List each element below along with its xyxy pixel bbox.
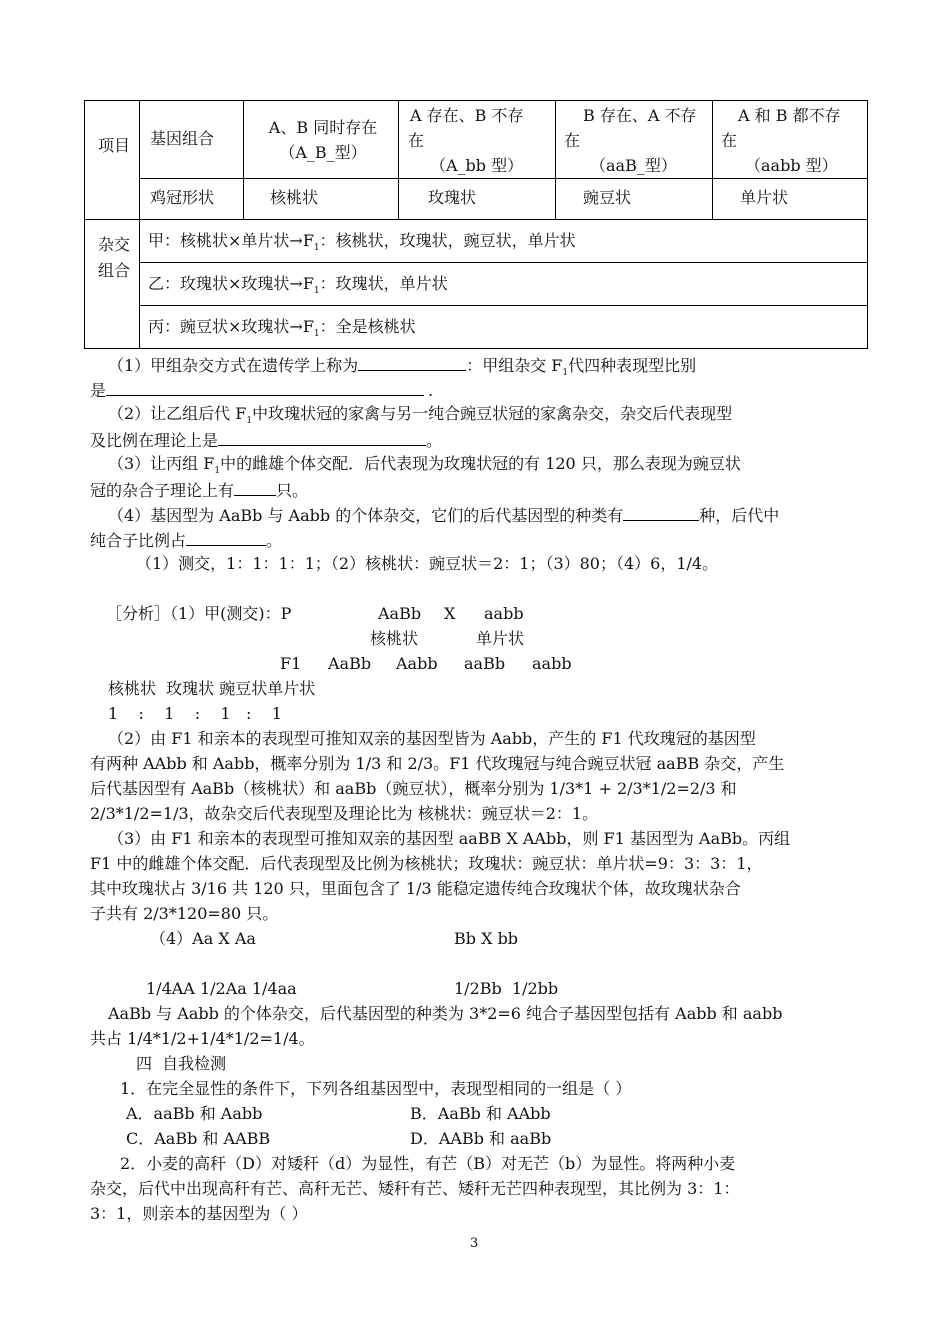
comb-shape-label: 鸡冠形状 <box>150 188 215 207</box>
shape-rose: 玫瑰状 <box>428 188 477 207</box>
analysis-p4-c: 1/4AA 1/2Aa 1/4aa <box>146 979 297 998</box>
col4-line2: 在 <box>721 131 738 150</box>
q3-blank[interactable] <box>234 479 276 496</box>
analysis-p4-line1: AaBb 与 Aabb 的个体杂交，后代基因型的种类为 3*2=6 纯合子基因型包括有 Aabb 和 aabb <box>108 1004 783 1023</box>
analysis-p4-b: Bb X bb <box>454 929 519 948</box>
q1-sub: 1 <box>562 368 569 378</box>
q4-text-c: 纯合子比例占 <box>90 531 187 550</box>
analysis-phenotypes: 核桃状 玫瑰状 豌豆状单片状 <box>108 679 316 698</box>
analysis-head: ［分析］（1）甲(测交)：P <box>106 604 292 623</box>
q4-text-a: （4）基因型为 AaBb 与 Aabb 的个体杂交，它们的后代基因型的种类有 <box>108 506 624 525</box>
col4-line3: （aabb 型） <box>745 156 838 175</box>
analysis-g2: Aabb <box>396 654 438 673</box>
mc1-option-b[interactable]: B．AaBb 和 AAbb <box>410 1104 551 1123</box>
shape-pea: 豌豆状 <box>583 188 632 207</box>
q2-sub: 1 <box>246 416 253 426</box>
q3-text-d: 只。 <box>276 481 309 500</box>
q1-text-e: . <box>428 381 434 400</box>
analysis-p2: aabb <box>484 604 524 623</box>
analysis-g3: aaBb <box>464 654 506 673</box>
question-3-line2 <box>90 479 308 501</box>
q2-text-b: 中玫瑰状冠的家禽与另一纯合豌豆状冠的家禽杂交，杂交后代表现型 <box>252 404 733 423</box>
cross-bing-sub: 1 <box>313 329 320 339</box>
analysis-p3-line4: 子共有 2/3*120=80 只。 <box>90 904 279 923</box>
q4-blank-2[interactable] <box>186 529 266 546</box>
col2-line1: A 存在、B 不存 <box>410 106 524 125</box>
gene-combination-label: 基因组合 <box>150 129 215 148</box>
cross-yi-result: ：玫瑰状，单片状 <box>319 274 448 293</box>
col3-line2: 在 <box>564 131 581 150</box>
col2-line3: （A_bb 型） <box>430 156 524 175</box>
analysis-p2-line4: 2/3*1/2=1/3，故杂交后代表现型及理论比为 核桃状：豌豆状＝2：1。 <box>90 804 599 823</box>
question-2-line1 <box>108 404 732 431</box>
col3-line3: （aaB_型） <box>590 156 677 175</box>
analysis-p2-line3: 后代基因型有 AaBb（核桃状）和 aaBb（豌豆状），概率分别为 1/3*1 + 2/3*1/2=2/3 和 <box>90 779 737 798</box>
cross-jia-result: ：核桃状，玫瑰状，豌豆状，单片状 <box>319 231 576 250</box>
q1-text-d: 是 <box>90 381 107 400</box>
analysis-p4-d: 1/2Bb 1/2bb <box>454 979 559 998</box>
row-header-item: 项目 <box>97 136 130 155</box>
analysis-ph2: 单片状 <box>476 629 525 648</box>
col2-line2: 在 <box>408 131 425 150</box>
mc1-option-a[interactable]: A．aaBb 和 Aabb <box>126 1104 263 1123</box>
cross-row-bing <box>148 315 416 346</box>
col1-line2: （A_B_型） <box>279 143 367 162</box>
mc1-option-c[interactable]: C．AaBb 和 AABB <box>126 1129 271 1148</box>
q1-text-b: ：甲组杂交 F <box>466 356 563 375</box>
analysis-ratio: 1 : 1 : 1 : 1 <box>108 704 282 723</box>
shape-walnut: 核桃状 <box>270 188 319 207</box>
analysis-f1: F1 <box>280 654 302 673</box>
cross-yi-text: 乙：玫瑰状×玫瑰状→F <box>148 274 314 293</box>
col1-line1: A、B 同时存在 <box>268 118 378 137</box>
col3-line1: B 存在、A 不存 <box>583 106 697 125</box>
question-3-line1 <box>108 454 741 481</box>
question-4-line1 <box>108 504 779 526</box>
analysis-p2-line1: （2）由 F1 和亲本的表现型可推知双亲的基因型皆为 Aabb，产生的 F1 代玫瑰冠的基因型 <box>108 729 756 748</box>
analysis-p3-line3: 其中玫瑰状占 3/16 共 120 只，里面包含了 1/3 能稳定遗传纯合玫瑰状个体，故玫瑰状杂合 <box>90 879 741 898</box>
q3-text-c: 冠的杂合子理论上有 <box>90 481 235 500</box>
cross-jia-text: 甲：核桃状×单片状→F <box>148 231 314 250</box>
q2-text-a: （2）让乙组后代 F <box>108 404 247 423</box>
analysis-ph1: 核桃状 <box>370 629 419 648</box>
q2-text-d: 。 <box>426 431 443 450</box>
section-heading: 四 自我检测 <box>136 1054 227 1073</box>
mc1-option-d[interactable]: D．AABb 和 aaBb <box>410 1129 552 1148</box>
analysis-p4-a: （4）Aa X Aa <box>150 929 256 948</box>
cross-yi-sub: 1 <box>313 286 320 296</box>
q1-blank-2[interactable] <box>106 379 424 396</box>
cross-jia-sub: 1 <box>313 243 320 253</box>
answer-line: （1）测交，1：1：1：1；（2）核桃状：豌豆状＝2：1；（3）80；（4）6，1/4。 <box>136 554 719 573</box>
question-1-line2 <box>90 379 433 401</box>
q1-text-c: 代四种表现型比别 <box>568 356 697 375</box>
col4-line1: A 和 B 都不存 <box>738 106 841 125</box>
cross-row-jia <box>148 229 576 260</box>
q2-blank[interactable] <box>218 429 426 446</box>
cross-bing-text: 丙：豌豆状×玫瑰状→F <box>148 317 314 336</box>
cross-bing-result: ：全是核桃状 <box>319 317 416 336</box>
q2-text-c: 及比例在理论上是 <box>90 431 219 450</box>
cross-combination-label: 杂交组合 <box>97 235 130 280</box>
analysis-g4: aabb <box>532 654 572 673</box>
question-2-line2 <box>90 429 442 451</box>
analysis-p3-line2: F1 中的雌雄个体交配．后代表现型及比例为核桃状；玫瑰状：豌豆状：单片状=9：3：3：1， <box>90 854 763 873</box>
question-4-line2 <box>90 529 282 551</box>
mc1-stem: 1．在完全显性的条件下，下列各组基因型中，表现型相同的一组是（ ） <box>120 1079 632 1098</box>
analysis-p1: AaBb <box>378 604 422 623</box>
q3-text-b: 中的雌雄个体交配．后代表现为玫瑰状冠的有 120 只，那么表现为豌豆状 <box>220 454 741 473</box>
q4-text-d: 。 <box>266 531 283 550</box>
q3-sub: 1 <box>214 466 221 476</box>
mc2-line3: 3：1，则亲本的基因型为（ ） <box>90 1204 308 1223</box>
page-number: 3 <box>470 1236 479 1251</box>
mc2-line1: 2．小麦的高秆（D）对矮秆（d）为显性，有芒（B）对无芒（b）为显性。将两种小麦 <box>120 1154 736 1173</box>
q4-text-b: 种，后代中 <box>699 506 780 525</box>
shape-single: 单片状 <box>740 188 789 207</box>
q1-blank-1[interactable] <box>358 354 466 371</box>
analysis-p4-line2: 共占 1/4*1/2+1/4*1/2=1/4。 <box>90 1029 315 1048</box>
analysis-p3-line1: （3）由 F1 和亲本的表现型可推知双亲的基因型 aaBB X AAbb，则 F1 基因型为 AaBb。丙组 <box>108 829 791 848</box>
cross-row-yi <box>148 272 448 303</box>
analysis-cross-x: X <box>444 604 456 623</box>
analysis-g1: AaBb <box>328 654 372 673</box>
mc2-line2: 杂交，后代中出现高秆有芒、高秆无芒、矮秆有芒、矮秆无芒四种表现型，其比例为 3：1： <box>90 1179 740 1198</box>
q4-blank-1[interactable] <box>623 504 699 521</box>
q3-text-a: （3）让丙组 F <box>108 454 215 473</box>
analysis-p2-line2: 有两种 AAbb 和 Aabb，概率分别为 1/3 和 2/3。F1 代玫瑰冠与纯合豌豆状冠 aaBB 杂交，产生 <box>90 754 785 773</box>
q1-text-a: （1）甲组杂交方式在遗传学上称为 <box>108 356 359 375</box>
